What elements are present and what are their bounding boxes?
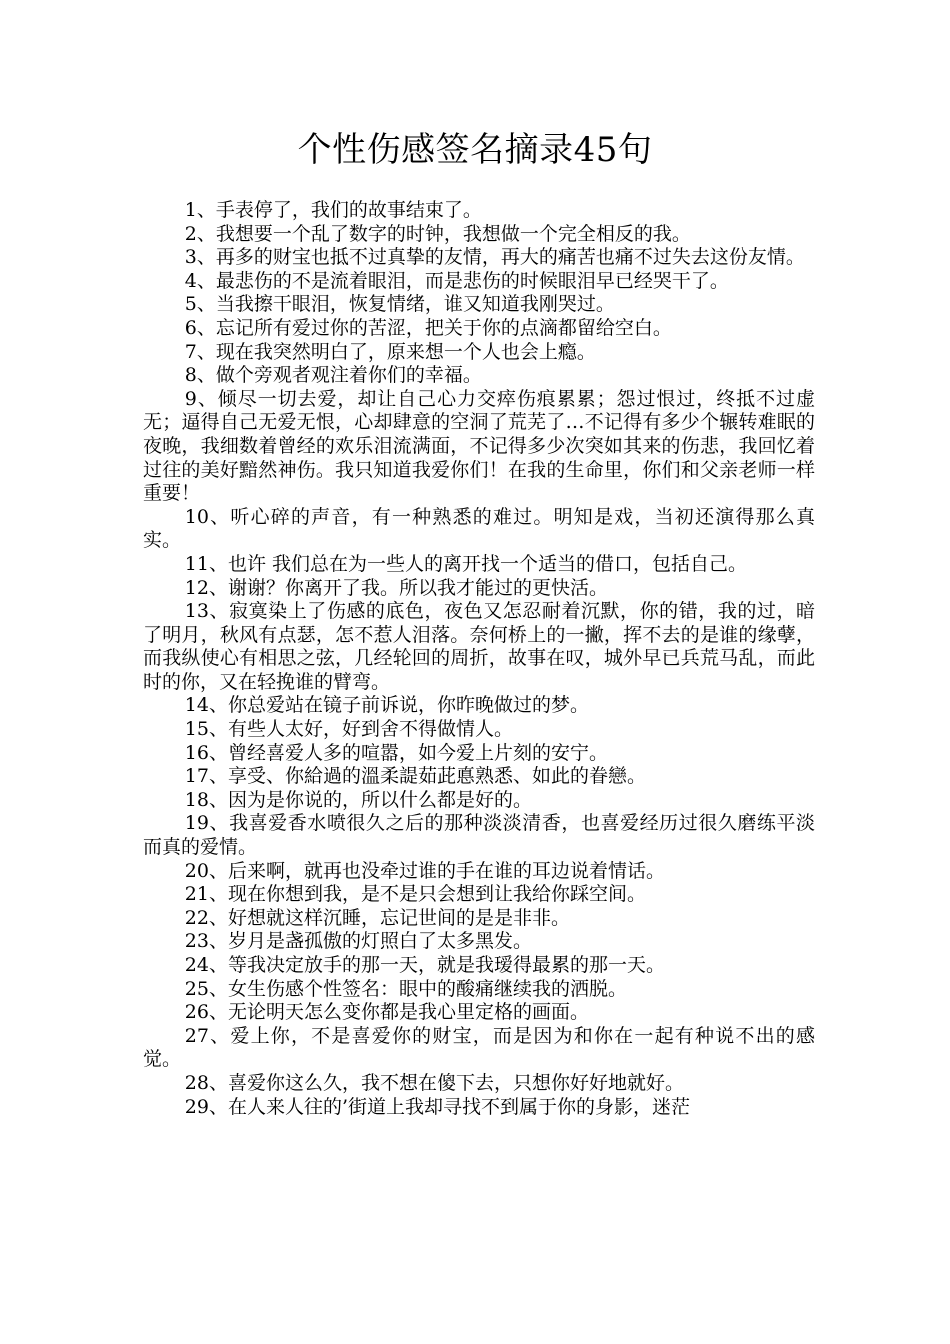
- paragraph: 9、倾尽一切去爱，却让自己心力交瘁伤痕累累；怨过恨过，终抵不过虚无；逼得自己无爱无恨，心却肆意的空洞了荒芜了…不记得有多少个辗转难眠的夜晚，我细数着曾经的欢乐泪流满面，不记得多少次突如其来的伤悲，我回忆着过往的美好黯然神伤。我只知道我爱你们！在我的生命里，你们和父亲老师一样重要！: [143, 387, 815, 505]
- paragraph: 5、当我擦干眼泪，恢复情绪，谁又知道我刚哭过。: [184, 293, 615, 316]
- paragraph: 20、后来啊，就再也没牵过谁的手在谁的耳边说着情话。: [184, 859, 665, 882]
- paragraph: 10、听心碎的声音，有一种熟悉的难过。明知是戏，当初还演得那么真实。: [143, 505, 815, 552]
- paragraph: 28、喜爱你这么久，我不想在傻下去，只想你好好地就好。: [184, 1071, 684, 1094]
- document-body: [143, 199, 815, 1119]
- paragraph: 19、我喜爱香水喷很久之后的那种淡淡清香，也喜爱经历过很久磨练平淡而真的爱情。: [143, 812, 815, 859]
- paragraph: 15、有些人太好，好到舍不得做情人。: [184, 718, 513, 741]
- paragraph: 17、享受、你給過的溫柔諟茹茈悳熟悉、如此的眷戀。: [184, 765, 646, 788]
- paragraph: 22、好想就这样沉睡，忘记世间的是是非非。: [184, 906, 570, 929]
- paragraph: 29、在人来人往的’街道上我却寻找不到属于你的身影，迷茫: [184, 1095, 691, 1118]
- paragraph: 12、谢谢？你离开了我。所以我才能过的更快活。: [184, 576, 608, 599]
- paragraph: 2、我想要一个乱了数字的时钟，我想做一个完全相反的我。: [184, 222, 691, 245]
- paragraph: 3、再多的财宝也抵不过真挚的友情，再大的痛苦也痛不过失去这份友情。: [184, 246, 805, 269]
- paragraph: 23、岁月是盏孤傲的灯照白了太多黑发。: [184, 930, 532, 953]
- paragraph: 8、做个旁观者观注着你们的幸福。: [184, 364, 482, 387]
- paragraph: 18、因为是你说的，所以什么都是好的。: [184, 788, 532, 811]
- paragraph: 11、也许 我们总在为一些人的离开找一个适当的借口，包括自己。: [184, 552, 748, 575]
- paragraph: 24、等我决定放手的那一天，就是我瑷得最累的那一天。: [184, 954, 665, 976]
- paragraph: 25、女生伤感个性签名：眼中的酸痛继续我的洒脱。: [184, 977, 627, 1000]
- paragraph: 26、无论明天怎么变你都是我心里定格的画面。: [184, 1001, 589, 1024]
- paragraph: 6、忘记所有爱过你的苦涩，把关于你的点滴都留给空白。: [184, 316, 672, 339]
- document-title: 个性伤感签名摘录45句: [297, 130, 653, 170]
- paragraph: 7、现在我突然明白了，原来想一个人也会上瘾。: [184, 340, 596, 363]
- paragraph: 27、爱上你，不是喜爱你的财宝，而是因为和你在一起有种说不出的感觉。: [143, 1024, 815, 1071]
- paragraph: 4、最悲伤的不是流着眼泪，而是悲伤的时候眼泪早已经哭干了。: [184, 269, 729, 292]
- paragraph: 13、寂寞染上了伤感的底色，夜色又怎忍耐着沉默，你的错，我的过，暗了明月，秋风有点瑟，怎不惹人泪落。奈何桥上的一撇，挥不去的是谁的缘孽，而我纵使心有相思之弦，几经轮回的周折，故事在叹，城外早已兵荒马乱，而此时的你，又在轻挽谁的臂弯。: [143, 600, 815, 693]
- paragraph: 14、你总爱站在镜子前诉说，你昨晚做过的梦。: [184, 694, 589, 717]
- paragraph: 1、手表停了，我们的故事结束了。: [184, 199, 482, 221]
- paragraph: 21、现在你想到我，是不是只会想到让我给你踩空间。: [184, 883, 646, 906]
- paragraph: 16、曾经喜爱人多的喧嚣，如今爱上片刻的安宁。: [184, 741, 608, 764]
